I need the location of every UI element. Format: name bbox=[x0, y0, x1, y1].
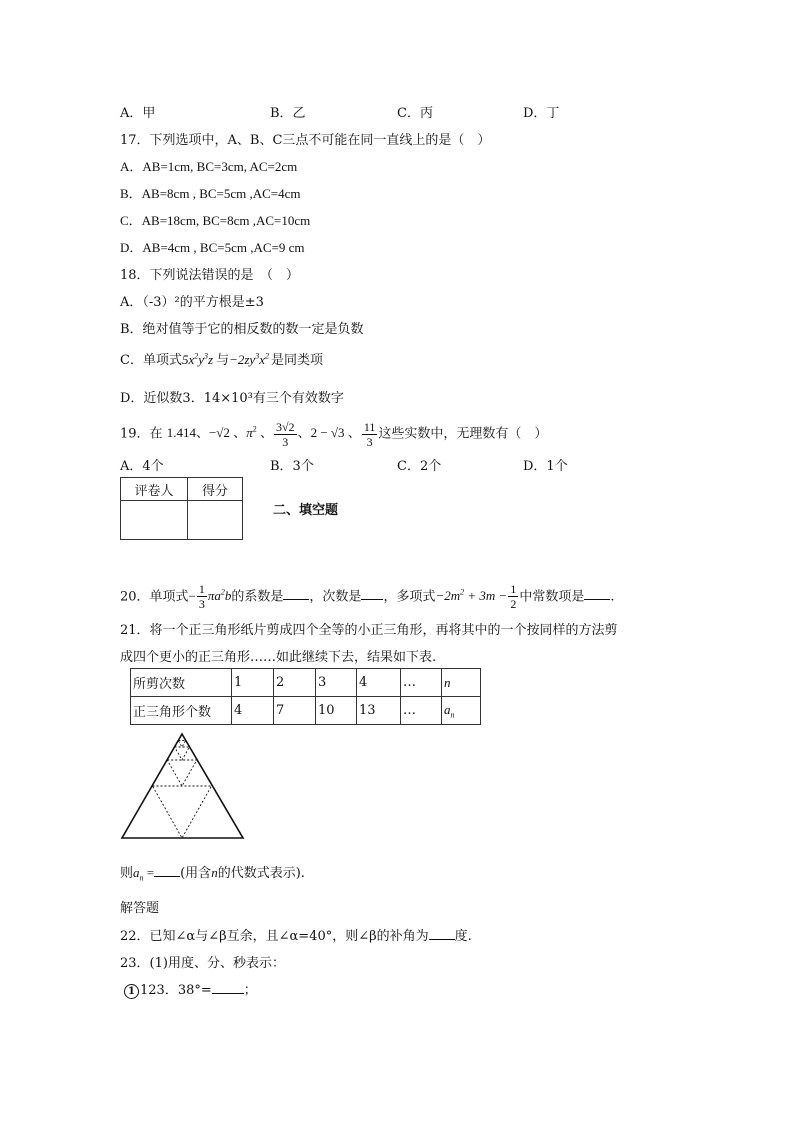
table-cell: 4 bbox=[232, 697, 274, 725]
q22-question: 22．已知∠α与∠β互余，且∠α=40°，则∠β的补角为 度. bbox=[120, 929, 472, 944]
q16-option-d: D．丁 bbox=[523, 106, 560, 121]
monomial-2: $-2zy^3x^2$ bbox=[229, 351, 269, 367]
grader-cell-reviewer bbox=[121, 501, 188, 540]
q23-stem: 23．(1)用度、分、秒表示： bbox=[120, 956, 285, 971]
q21-line2: 成四个更小的正三角形……如此继续下去，结果如下表. bbox=[120, 650, 437, 665]
q18-stem: 18．下列说法错误的是 （ ） bbox=[120, 268, 300, 283]
section-title-answer: 解答题 bbox=[120, 901, 160, 916]
q21-answer: 则$a_n$ = (用含n的代数式表示). bbox=[120, 865, 305, 883]
table-cell-an: $a_n$ bbox=[442, 697, 481, 725]
q21-blank-an[interactable] bbox=[154, 864, 180, 877]
triangle-figure bbox=[120, 732, 246, 840]
table-cell: 3 bbox=[316, 669, 357, 697]
q16-option-a: A．甲 bbox=[120, 106, 156, 121]
table-cell: 2 bbox=[274, 669, 316, 697]
q20-part1: 的系数是 bbox=[231, 589, 284, 605]
q17-option-b: B．AB=8cm , BC=5cm ,AC=4cm bbox=[120, 186, 301, 201]
table-cell: 1 bbox=[232, 669, 274, 697]
q21-line1: 21．将一个正三角形纸片剪成四个全等的小正三角形，再将其中的一个按同样的方法剪 bbox=[120, 623, 618, 638]
q17-option-a: A．AB=1cm, BC=3cm, AC=2cm bbox=[120, 159, 298, 174]
q16-option-b: B．乙 bbox=[270, 106, 306, 121]
q18-option-c bbox=[120, 349, 323, 368]
q20-part2: ，次数是 bbox=[309, 589, 362, 605]
q20-end: . bbox=[610, 589, 615, 605]
q23-item1: 1 123．38°= ； bbox=[124, 979, 257, 999]
q18-option-b: B．绝对值等于它的相反数的数一定是负数 bbox=[120, 322, 364, 337]
subdivision-lines bbox=[153, 741, 212, 839]
table-row bbox=[131, 697, 481, 725]
q20-part4: 中常数项是 bbox=[519, 589, 585, 605]
q19-option-a: A．4个 bbox=[120, 459, 164, 474]
q20-question: 20．单项式− $\frac{1}{3}$ $\pi a^2b$的系数是 ，次数是 ，多项式$-2m^2 + 3m$ − $\frac{1}{2}$ 中常数项是 . bbox=[120, 582, 615, 612]
q21-answer-prefix: 则 bbox=[120, 866, 134, 881]
q19-option-d: D．1个 bbox=[523, 459, 568, 474]
q17-option-c: C．AB=18cm, BC=8cm ,AC=10cm bbox=[120, 213, 311, 228]
q19-stem bbox=[120, 413, 547, 451]
q20-blank-constant[interactable] bbox=[584, 587, 610, 600]
q19-option-b: B．3个 bbox=[270, 459, 314, 474]
fraction-one-half: $\frac{1}{2}$ bbox=[510, 582, 517, 612]
table-cell: 10 bbox=[316, 697, 357, 725]
q17-stem: 17．下列选项中，A、B、C三点不可能在同一直线上的是（ ） bbox=[120, 133, 491, 148]
table-cell: 所剪次数 bbox=[131, 669, 232, 697]
q17-option-d: D．AB=4cm , BC=5cm ,AC=9 cm bbox=[120, 240, 305, 255]
q23-blank-1[interactable] bbox=[212, 981, 244, 994]
q19-suffix: 这些实数中，无理数有（ ） bbox=[378, 426, 548, 442]
fraction-one-third: $\frac{1}{3}$ bbox=[198, 582, 205, 612]
q18-c-prefix: C．单项式 bbox=[120, 353, 182, 368]
table-cell: … bbox=[401, 669, 442, 697]
q20-prefix: 20．单项式 bbox=[120, 589, 189, 605]
monomial-1: $5x^2y^3z$ bbox=[181, 351, 214, 367]
table-cell: n bbox=[442, 669, 481, 697]
q18-option-d: D．近似数3．14×10³有三个有效数字 bbox=[120, 391, 344, 406]
circled-number-1: 1 bbox=[124, 984, 139, 999]
q20-blank-coefficient[interactable] bbox=[283, 587, 309, 600]
grader-table bbox=[120, 477, 243, 540]
q16-option-c: C．丙 bbox=[397, 106, 433, 121]
q20-part3: ，多项式 bbox=[383, 589, 436, 605]
table-cell: 7 bbox=[274, 697, 316, 725]
q18-option-a: A．（-3）²的平方根是±3 bbox=[120, 295, 264, 310]
table-cell: … bbox=[401, 697, 442, 725]
table-cell: 4 bbox=[357, 669, 401, 697]
grader-header-score: 得分 bbox=[188, 478, 243, 501]
q19-option-c: C．2个 bbox=[397, 459, 442, 474]
triangle-count-table bbox=[130, 668, 481, 725]
table-cell: 13 bbox=[357, 697, 401, 725]
q19-numbers: 1.414、−√2 、$\pi^2$ 、 $\frac{3√2}{3}$ 、2 − √3 、 $\frac{11}{3}$ bbox=[166, 419, 376, 449]
section-title-fill-in: 二、填空题 bbox=[273, 503, 339, 518]
table-cell: 正三角形个数 bbox=[131, 697, 232, 725]
q19-prefix: 19．在 bbox=[120, 426, 163, 442]
q20-blank-degree[interactable] bbox=[361, 587, 383, 600]
q18-c-mid: 与 bbox=[216, 353, 230, 368]
q22-blank[interactable] bbox=[429, 927, 455, 940]
grader-header-reviewer: 评卷人 bbox=[121, 478, 188, 501]
grader-cell-score bbox=[188, 501, 243, 540]
table-row bbox=[131, 669, 481, 697]
q18-c-suffix: 是同类项 bbox=[271, 353, 324, 368]
